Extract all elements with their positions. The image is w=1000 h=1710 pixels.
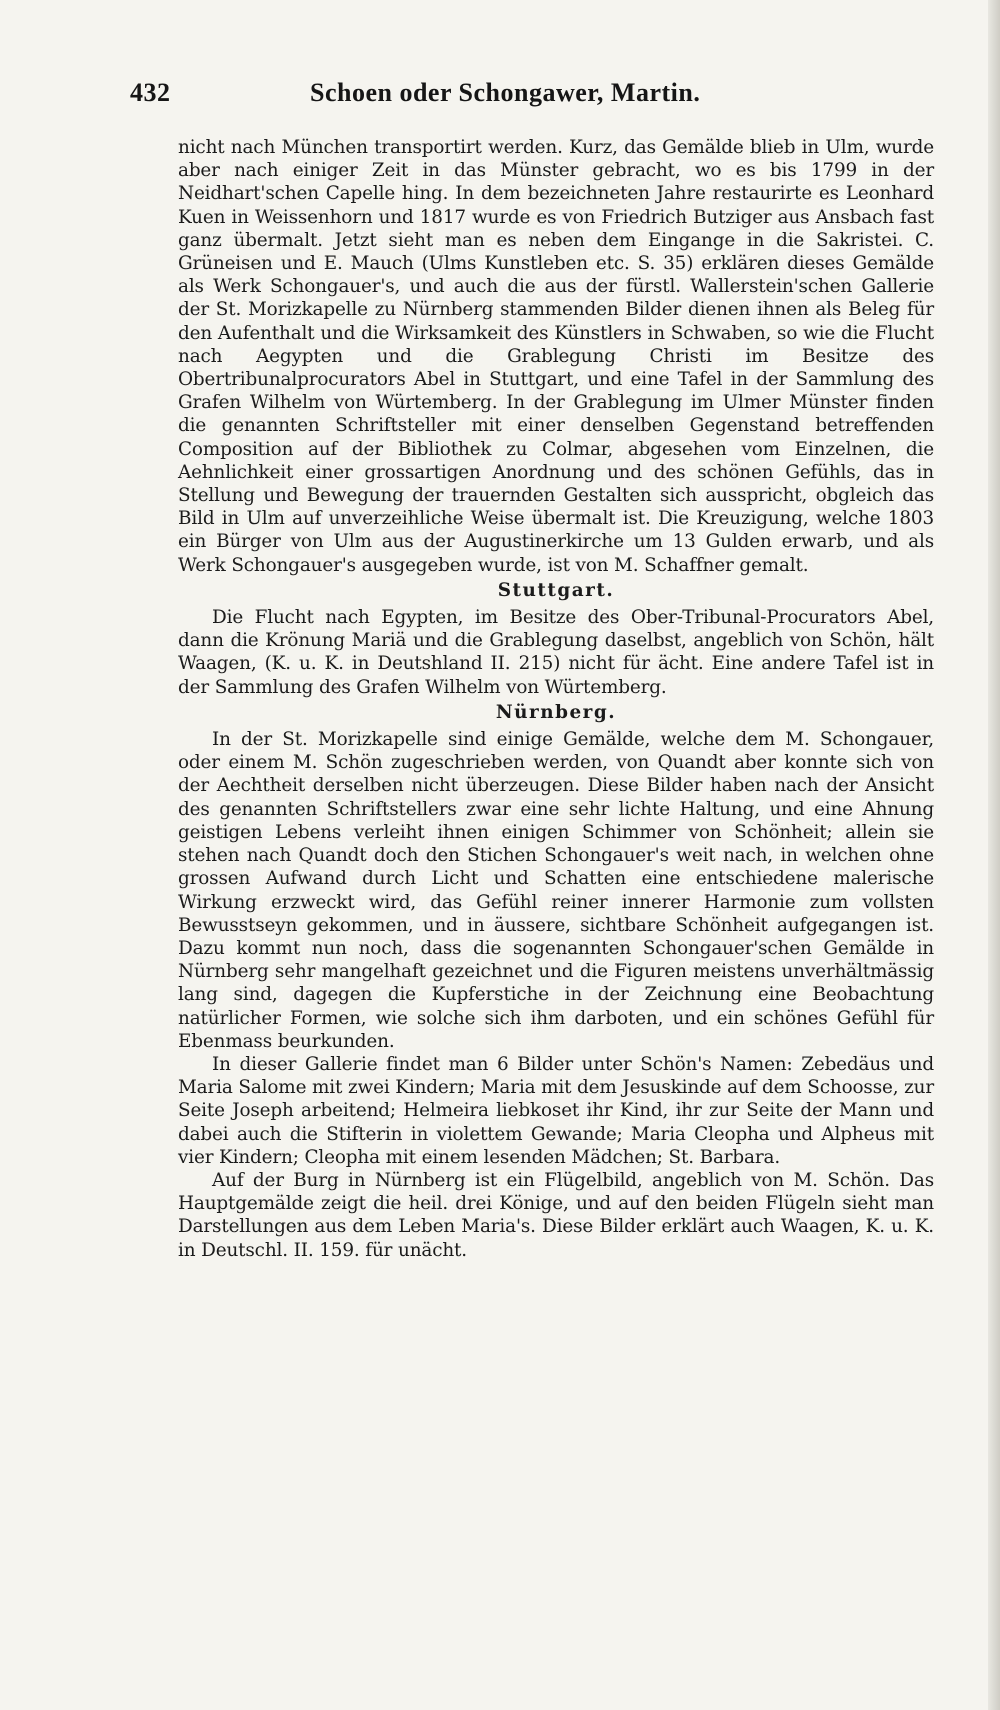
section-heading-stuttgart: Stuttgart.	[497, 579, 615, 601]
running-head: Schoen oder Schongawer, Martin.	[310, 78, 701, 107]
paragraph-ulm-continued: nicht nach München transportirt werden. Kurz, das Gemälde blieb in Ulm, wurde aber nach einiger Zeit in das Münster gebracht, wo es bis 1799 in der Neidhart'schen Capelle hing. In dem bezeichneten Jahre restaurirte es Leonhard Kuen in Weissenhorn und 1817 wurde es von Friedrich Butziger aus Ansbach fast ganz übermalt. Jetzt sieht man es neben dem Eingange in die Sakristei. C. Grüneisen und E. Mauch (Ulms Kunstleben etc. S. 35) erklären dieses Gemälde als Werk Schongauer's, und auch die aus der fürstl. Wallerstein'schen Gallerie der St. Morizkapelle zu Nürnberg stammenden Bilder dienen ihnen als Beleg für den Aufenthalt und die Wirksamkeit des Künstlers in Schwaben, so wie die Flucht nach Aegypten und die Grablegung Christi im Besitze des Obertribunalprocurators Abel in Stuttgart, und eine Tafel in der Sammlung des Grafen Wilhelm von Würtemberg. In der Grablegung im Ulmer Münster finden die genannten Schriftsteller mit einer denselben Gegenstand betreffenden Composition auf der Bibliothek zu Colmar, abgesehen vom Einzelnen, die Aehnlichkeit einer grossartigen Anordnung und des schönen Gefühls, das in Stellung und Bewegung der trauernden Gestalten sich ausspricht, obgleich das Bild in Ulm auf unverzeihliche Weise übermalt ist. Die Kreuzigung, welche 1803 ein Bürger von Ulm aus der Augustinerkirche um 13 Gulden erwarb, und als Werk Schongauer's ausgegeben wurde, ist von M. Schaffner gemalt.	[178, 137, 934, 576]
paragraph-stuttgart: Die Flucht nach Egypten, im Besitze des Ober-Tribunal-Procurators Abel, dann die Krönung Mariä und die Grablegung daselbst, angeblich von Schön, hält Waagen, (K. u. K. in Deutshland II. 215) nicht für ächt. Eine andere Tafel ist in der Sammlung des Grafen Wilhelm von Würtemberg.	[178, 607, 934, 698]
section-heading-nuernberg: Nürnberg.	[495, 701, 617, 723]
body-text	[178, 136, 934, 1262]
paragraph-nuernberg-3: Auf der Burg in Nürnberg ist ein Flügelbild, angeblich von M. Schön. Das Hauptgemälde zeigt die heil. drei Könige, und auf den beiden Flügeln sieht man Darstellungen aus dem Leben Maria's. Diese Bilder erklärt auch Waagen, K. u. K. in Deutschl. II. 159. für unächt.	[178, 1169, 934, 1261]
page-edge-shadow	[988, 0, 1000, 1710]
page-number: 432	[130, 78, 171, 107]
paragraph-nuernberg-2: In dieser Gallerie findet man 6 Bilder unter Schön's Namen: Zebedäus und Maria Salome mit zwei Kindern; Maria mit dem Jesuskinde auf dem Schoosse, zur Seite Joseph arbeitend; Helmeira liebkoset ihr Kind, ihr zur Seite der Mann und dabei auch die Stifterin in violettem Gewande; Maria Cleopha und Alpheus mit vier Kindern; Cleopha mit einem lesenden Mädchen; St. Barbara.	[178, 1053, 934, 1168]
page-header	[130, 78, 820, 118]
paragraph-nuernberg-1: In der St. Morizkapelle sind einige Gemälde, welche dem M. Schongauer, oder einem M. Schön zugeschrieben werden, von Quandt aber konnte sich von der Aechtheit derselben nicht überzeugen. Diese Bilder haben nach der Ansicht des genannten Schriftstellers zwar eine sehr lichte Haltung, und eine Ahnung geistigen Lebens verleiht ihnen einigen Schimmer von Schönheit; allein sie stehen nach Quandt doch den Stichen Schongauer's weit nach, in welchen ohne grossen Aufwand durch Licht und Schatten eine entschiedene malerische Wirkung erzweckt wird, das Gefühl reiner innerer Harmonie zum vollsten Bewusstseyn gekommen, und in äussere, sichtbare Schönheit aufgegangen ist. Dazu kommt nun noch, dass die sogenannten Schongauer'schen Gemälde in Nürnberg sehr mangelhaft gezeichnet und die Figuren meistens unverhältmässig lang sind, dagegen die Kupferstiche in der Zeichnung eine Beobachtung natürlicher Formen, wie solche sich ihm darboten, und ein schönes Gefühl für Ebenmass beurkunden.	[178, 729, 934, 1052]
